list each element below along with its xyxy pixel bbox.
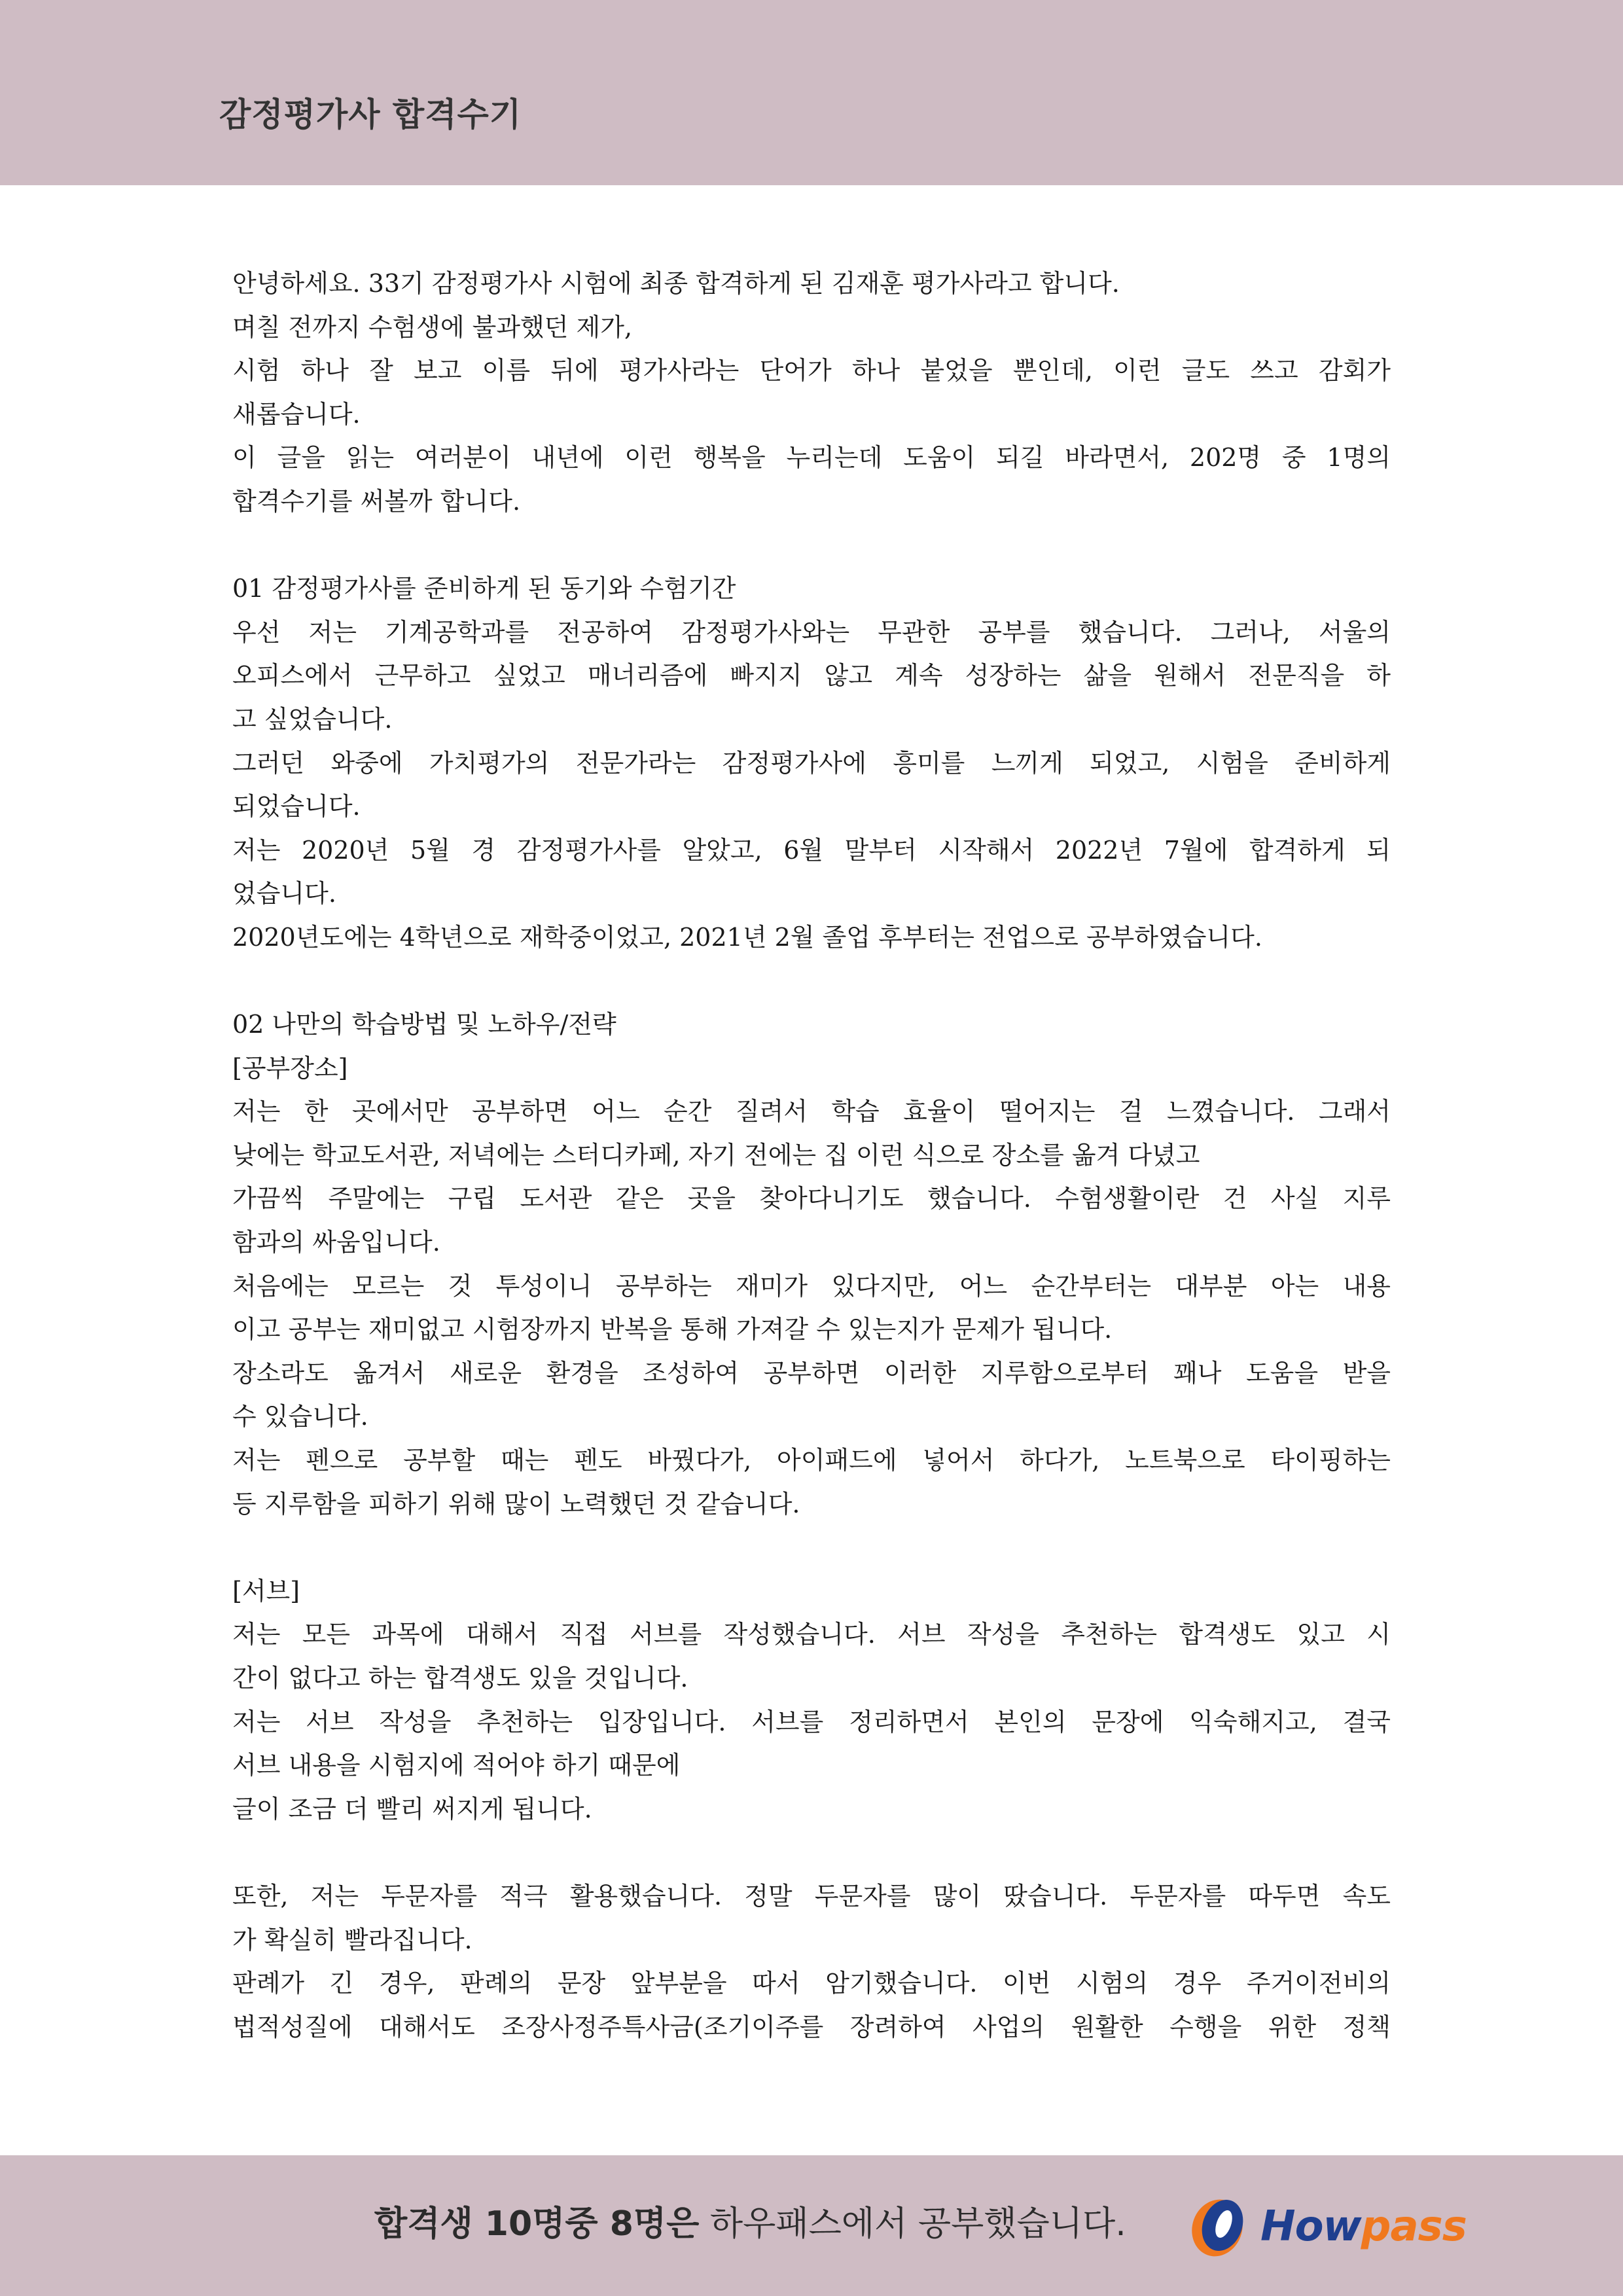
- body-text-line: 또한, 저는 두문자를 적극 활용했습니다. 정말 두문자를 많이 땄습니다. 두문자를 따두면 속도: [232, 1881, 1391, 1910]
- body-text-line: 처음에는 모르는 것 투성이니 공부하는 재미가 있다지만, 어느 순간부터는 대부분 아는 내용: [232, 1271, 1391, 1300]
- body-text-line: 오피스에서 근무하고 싶었고 매너리즘에 빠지지 않고 계속 성장하는 삶을 원해서 전문직을 하: [232, 661, 1391, 691]
- body-text-line: 었습니다.: [232, 879, 336, 908]
- footer-slogan: [374, 2204, 1126, 2244]
- howpass-logo: [1186, 2194, 1467, 2259]
- blank-line: [232, 1831, 1391, 1874]
- body-text-line: 서브 내용을 시험지에 적어야 하기 때문에: [232, 1751, 681, 1780]
- page-title: 감정평가사 합격수기: [219, 96, 522, 134]
- body-text-line: 시험 하나 잘 보고 이름 뒤에 평가사라는 단어가 하나 붙었을 뿐인데, 이런 글도 쓰고 감회가: [232, 356, 1391, 386]
- body-text-line: 우선 저는 기계공학과를 전공하여 감정평가사와는 무관한 공부를 했습니다. 그러나, 서울의: [232, 617, 1391, 647]
- body-text-line: 글이 조금 더 빨리 써지게 됩니다.: [232, 1794, 592, 1823]
- header-band: [0, 0, 1623, 185]
- body-text-line: 수 있습니다.: [232, 1402, 368, 1431]
- body-text-line: 저는 서브 작성을 추천하는 입장입니다. 서브를 정리하면서 본인의 문장에 익숙해지고, 결국: [232, 1707, 1391, 1736]
- howpass-wordmark: [1260, 2202, 1467, 2251]
- body-text-line: 가 확실히 빨라집니다.: [232, 1925, 473, 1954]
- body-text-line: 판례가 긴 경우, 판례의 문장 앞부분을 따서 암기했습니다. 이번 시험의 경우 주거이전비의: [232, 1969, 1391, 1998]
- body-text-line: 장소라도 옮겨서 새로운 환경을 조성하여 공부하면 이러한 지루함으로부터 꽤나 도움을 받을: [232, 1358, 1391, 1388]
- body-text-line: 가끔씩 주말에는 구립 도서관 같은 곳을 찾아다니기도 했습니다. 수험생활이란 건 사실 지루: [232, 1184, 1391, 1213]
- body-text-line: 간이 없다고 하는 합격생도 있을 것입니다.: [232, 1664, 688, 1693]
- body-text-line: 새롭습니다.: [232, 399, 361, 429]
- body-text-line: [공부장소]: [232, 1053, 348, 1083]
- body-text-line: 저는 2020년 5월 경 감정평가사를 알았고, 6월 말부터 시작해서 2022년 7월에 합격하게 되: [232, 835, 1391, 865]
- body-text-line: 되었습니다.: [232, 792, 361, 821]
- body-text-line: 함과의 싸움입니다.: [232, 1228, 440, 1257]
- body-text-line: 며칠 전까지 수험생에 불과했던 제가,: [232, 312, 633, 342]
- blank-line: [232, 524, 1391, 567]
- blank-line: [232, 1526, 1391, 1570]
- body-text-line: 저는 펜으로 공부할 때는 펜도 바꿨다가, 아이패드에 넣어서 하다가, 노트북으로 타이핑하는: [232, 1446, 1391, 1475]
- body-text-line: 02 나만의 학습방법 및 노하우/전략: [232, 1010, 616, 1039]
- body-text-line: 등 지루함을 피하기 위해 많이 노력했던 것 같습니다.: [232, 1489, 800, 1518]
- body-text-line: 법적성질에 대해서도 조장사정주특사금(조기이주를 장려하여 사업의 원활한 수행을 위한 정책: [232, 2012, 1391, 2041]
- body-text-line: 낮에는 학교도서관, 저녁에는 스터디카페, 자기 전에는 집 이런 식으로 장소를 옮겨 다녔고: [232, 1140, 1200, 1170]
- body-text-line: 안녕하세요. 33기 감정평가사 시험에 최종 합격하게 된 김재훈 평가사라고 합니다.: [232, 269, 1120, 298]
- blank-line: [232, 960, 1391, 1003]
- article-body: [232, 262, 1391, 2049]
- howpass-wordmark-how: How: [1260, 2202, 1361, 2251]
- footer-slogan-emphasis: 합격생 10명중 8명은: [374, 2204, 700, 2244]
- body-text-line: 그러던 와중에 가치평가의 전문가라는 감정평가사에 흥미를 느끼게 되었고, 시험을 준비하게: [232, 748, 1391, 778]
- body-text-line: 이 글을 읽는 여러분이 내년에 이런 행복을 누리는데 도움이 되길 바라면서, 202명 중 1명의: [232, 443, 1391, 473]
- howpass-logo-icon: [1186, 2194, 1251, 2259]
- howpass-wordmark-pass: pass: [1361, 2202, 1467, 2251]
- footer-slogan-rest: 하우패스에서 공부했습니다.: [699, 2204, 1126, 2244]
- body-text-line: 저는 모든 과목에 대해서 직접 서브를 작성했습니다. 서브 작성을 추천하는 합격생도 있고 시: [232, 1620, 1391, 1649]
- body-text-line: 고 싶었습니다.: [232, 704, 393, 734]
- body-text-line: 01 감정평가사를 준비하게 된 동기와 수험기간: [232, 574, 736, 603]
- body-text-line: [서브]: [232, 1576, 300, 1605]
- body-text-line: 2020년도에는 4학년으로 재학중이었고, 2021년 2월 졸업 후부터는 전업으로 공부하였습니다.: [232, 922, 1262, 952]
- body-text-line: 이고 공부는 재미없고 시험장까지 반복을 통해 가져갈 수 있는지가 문제가 됩니다.: [232, 1315, 1113, 1344]
- body-text-line: 저는 한 곳에서만 공부하면 어느 순간 질려서 학습 효율이 떨어지는 걸 느꼈습니다. 그래서: [232, 1097, 1391, 1126]
- body-text-line: 합격수기를 써볼까 합니다.: [232, 486, 521, 516]
